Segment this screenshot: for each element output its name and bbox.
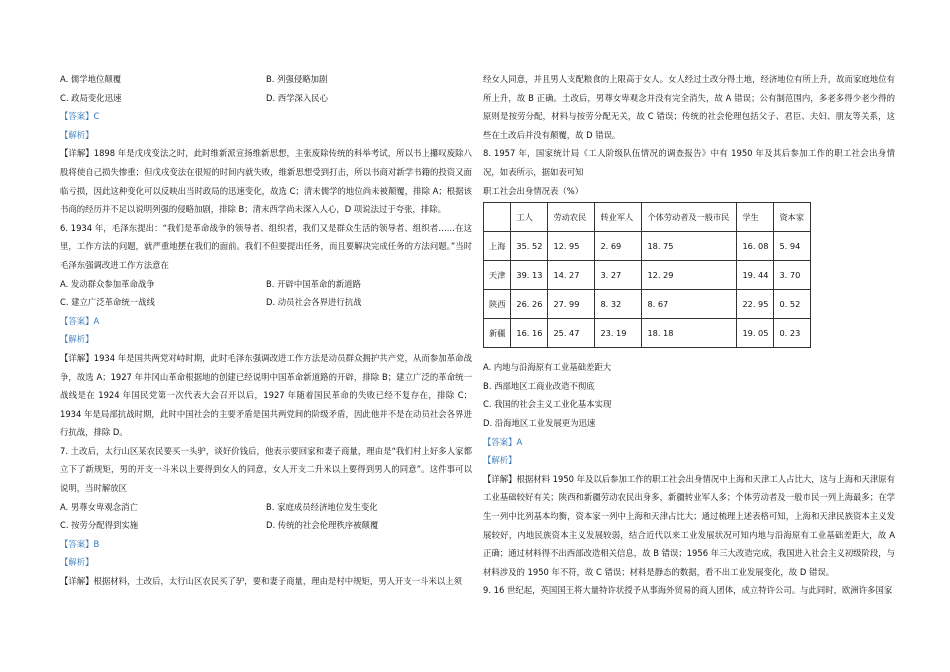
table-row xyxy=(484,261,811,290)
q5-option-b: B. 列强侵略加剧 xyxy=(266,74,328,84)
table-cell: 39. 13 xyxy=(511,261,548,290)
table-cell: 12. 95 xyxy=(548,232,595,261)
q6-options xyxy=(60,275,472,312)
q7-options xyxy=(60,498,472,535)
table-cell: 5. 94 xyxy=(774,232,811,261)
q8-option-d: D. 沿海地区工业发展更为迅速 xyxy=(483,417,596,428)
table-cell: 上海 xyxy=(484,232,511,261)
q6-option-d: D. 动员社会各界进行抗战 xyxy=(266,297,362,308)
q7-option-c: C. 按劳分配得到实施 xyxy=(60,520,139,531)
q7-option-b: B. 家庭成员经济地位发生变化 xyxy=(266,501,378,512)
table-cell: 19. 44 xyxy=(737,261,774,290)
table-cell: 23. 19 xyxy=(595,319,642,348)
q7-option-a: A. 男尊女卑观念消亡 xyxy=(60,501,138,512)
q7-stem: 7. 土改后，太行山区某农民要买一头驴，谈好价钱后，他表示要回家和妻子商量，理由是“我们村上好多人家都立下了新规矩，男的开支一斗米以上要得到女人的同意，女人开支二升米以上要得到男人的同意”。这件事可以说明，当时解放区 xyxy=(60,445,472,494)
table-header-cell: 个体劳动者及一般市民 xyxy=(642,203,737,232)
q6-option-b: B. 开辟中国革命的新道路 xyxy=(266,278,361,289)
table-cell: 25. 47 xyxy=(548,319,595,348)
q8-stem: 8. 1957 年，国家统计局《工人阶级队伍情况的调查报告》中有 1950 年及其后参加工作的职工社会出身情况，如表所示，据如表可知 xyxy=(483,148,895,177)
q6-answer: 【答案】A xyxy=(60,315,100,326)
table-cell: 12. 29 xyxy=(642,261,737,290)
q6-stem: 6. 1934 年，毛泽东提出：“我们是革命战争的领导者、组织者，我们又是群众生活的领导者、组织者……在这里，工作方法的问题，就严重地摆在我们的面前。我们不但要提出任务，而且要解决完成任务的方法问题。”当时毛泽东强调改进工作方法意在 xyxy=(60,222,472,270)
table-cell: 16. 16 xyxy=(511,319,548,348)
q8-answer: 【答案】A xyxy=(483,436,523,447)
table-header-row xyxy=(484,203,811,232)
table-header-cell: 工人 xyxy=(511,203,548,232)
q6-analysis-label: 【解析】 xyxy=(60,334,94,345)
table-row xyxy=(484,319,811,348)
table-cell: 2. 69 xyxy=(595,232,642,261)
q7-detail-continued: 经女人同意，并且男人支配粮食的上限高于女人。女人经过土改分得土地，经济地位有所上升，故而家庭地位有所上升，故 B 正确。土改后，男尊女卑观念并没有完全消失，故 A 错误；公有制范围内，多老多得少老少得的原则是按劳分配，材料与按劳分配无关，故 C 错误；传统的社会伦理包括父子、君臣、夫妇、朋友等关系，这些在土改后并没有颠覆，故 D 错误。 xyxy=(483,74,895,140)
q9-stem: 9. 16 世纪起，英国国王将大量特许状授予从事海外贸易的商人团体，成立特许公司。与此同时，欧洲许多国家 xyxy=(483,585,893,596)
q8-option-a: A. 内地与沿海原有工业基础差距大 xyxy=(483,362,612,373)
q6-detail: 【详解】1934 年是国共两党对峙时期，此时毛泽东强调改进工作方法是动员群众拥护共产党，从而参加革命战争，故选 A；1927 年井冈山革命根据地的创建已经说明中国革命新道路的开辟，排除 B；建立广泛的革命统一战线是在 1924 年国民党第一次代表大会召开以后，1927 年随着国民革命的失败已经不复存在，排除 C；1934 年是局部抗战时期，此时中国社会的主要矛盾是国共两党间的阶级矛盾，因此他并不是在动员社会各界进行抗战，排除 D。 xyxy=(60,352,472,438)
table-cell: 19. 05 xyxy=(737,319,774,348)
table-cell: 8. 32 xyxy=(595,290,642,319)
table-cell: 26. 26 xyxy=(511,290,548,319)
q8-options xyxy=(483,358,895,432)
table-header-cell: 学生 xyxy=(737,203,774,232)
q8-detail: 【详解】根据材料 1950 年及以后参加工作的职工社会出身情况中上海和天津工人占比大，这与上海和天津原有工业基础较好有关；陕西和新疆劳动农民出身多，新疆转业军人多；个体劳动者及一般市民一列上海最多；在学生一列中比列基本均衡，资本家一列中上海和天津占比大；通过梳理上述表格可知，上海和天津民族资本主义发展较好，内地民族资本主义发展较弱，结合近代以来工业发展状况可知内地与沿海原有工业基础差距大，故 A 正确；通过材料得不出西部改造相关信息，故 B 错误；1956 年三大改造完成，我国进入社会主义初级阶段，与材料涉及的 1950 年不符，故 C 错误；材料是静态的数据，看不出工业发展变化，故 D 错误。 xyxy=(483,473,895,577)
q5-options xyxy=(60,70,472,107)
table-cell: 18. 18 xyxy=(642,319,737,348)
q5-option-d: D. 西学深入民心 xyxy=(266,92,329,103)
table-header-cell: 劳动农民 xyxy=(548,203,595,232)
q7-detail: 【详解】根据材料，土改后，太行山区农民买了驴，要和妻子商量，理由是村中规矩，男人开支一斗米以上须 xyxy=(60,576,462,587)
table-cell: 3. 27 xyxy=(595,261,642,290)
table-cell: 新疆 xyxy=(484,319,511,348)
q8-analysis-label: 【解析】 xyxy=(483,455,517,466)
q6-option-a: A. 发动群众参加革命战争 xyxy=(60,278,155,289)
q8-option-c: C. 我国的社会主义工业化基本实现 xyxy=(483,399,612,410)
table-caption: 职工社会出身情况表（%） xyxy=(483,185,584,196)
table-header-cell: 转业军人 xyxy=(595,203,642,232)
q5-option-a: A. 儒学地位颠覆 xyxy=(60,74,122,84)
q7-analysis-label: 【解析】 xyxy=(60,557,94,568)
q7-option-d: D. 传统的社会伦理秩序被颠覆 xyxy=(266,520,379,531)
q5-answer: 【答案】C xyxy=(60,111,100,122)
table-cell: 18. 75 xyxy=(642,232,737,261)
table-cell: 天津 xyxy=(484,261,511,290)
q6-option-c: C. 建立广泛革命统一战线 xyxy=(60,297,155,308)
table-cell: 8. 67 xyxy=(642,290,737,319)
left-column xyxy=(60,70,472,591)
origin-table xyxy=(483,202,811,348)
q5-analysis-label: 【解析】 xyxy=(60,129,94,140)
table-cell: 27. 99 xyxy=(548,290,595,319)
q5-option-c: C. 政局变化迅速 xyxy=(60,92,122,103)
table-cell: 3. 70 xyxy=(774,261,811,290)
table-header-cell xyxy=(484,203,511,232)
table-cell: 35. 52 xyxy=(511,232,548,261)
table-row xyxy=(484,290,811,319)
q7-answer: 【答案】B xyxy=(60,538,100,549)
table-header-cell: 资本家 xyxy=(774,203,811,232)
table-cell: 0. 23 xyxy=(774,319,811,348)
table-cell: 0. 52 xyxy=(774,290,811,319)
right-column xyxy=(483,70,895,600)
q5-detail: 【详解】1898 年是戊戌变法之时，此时维新派宣扬维新思想，主张废除传统的科举考试，所以书上攥叹废除八股将使自己损失惨重；但戊戌变法在很短的时间内就失败，维新思想受到打击，所以书商对新学书籍的投资又面临亏损，因此这种变化可以反映出当时政局的迅速变化，故选 C；清末儒学的地位尚未被颠覆，排除 A；根据该书商的经历并不足以说明列强的侵略加剧，排除 B；清末西学尚未深入人心，D 项说法过于夸张，排除。 xyxy=(60,148,472,215)
table-cell: 陕西 xyxy=(484,290,511,319)
table-cell: 14. 27 xyxy=(548,261,595,290)
q8-option-b: B. 西部地区工商业改造不彻底 xyxy=(483,380,595,391)
table-row xyxy=(484,232,811,261)
table-cell: 22. 95 xyxy=(737,290,774,319)
table-cell: 16. 08 xyxy=(737,232,774,261)
